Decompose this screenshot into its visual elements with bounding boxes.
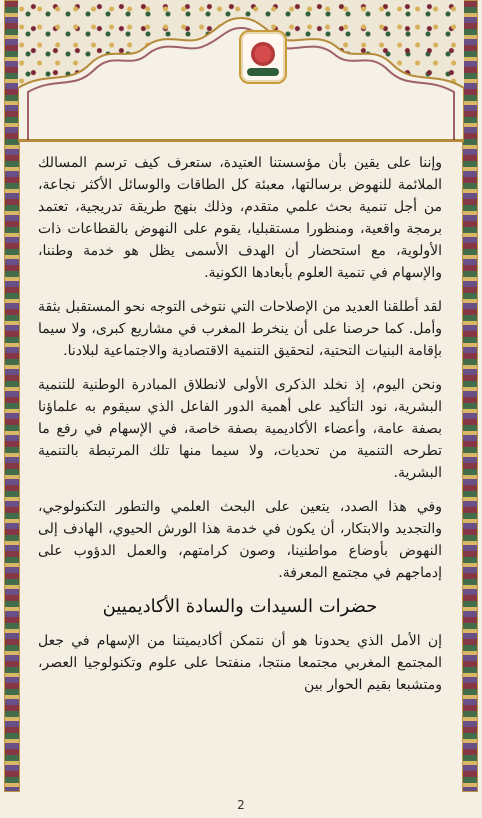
main-text (24, 142, 456, 782)
paragraph-5: إن الأمل الذي يحدونا هو أن نتمكن أكاديميتنا من الإسهام في جعل المجتمع المغربي مجتمعا منتجا، منفتحا على علوم وتكنولوجيا العصر، ومتشبعا بقيم الحوار بين (38, 633, 442, 693)
paragraph-1: وإننا على يقين بأن مؤسستنا العتيدة، ستعرف كيف ترسم المسالك الملائمة للنهوض برسالتها، معبئة كل الطاقات والوسائل الأكثر نجاعة، من أجل تنمية بحث علمي متقدم، وذلك بنهج طريقة تدريجية، تعتمد برمجة واقعية، ومنظورا مستقبليا، يقوم على النهوض بالقطاعات ذات الأولوية، مع استحضار أن الهدف الأسمى يظل هو خدمة وطننا، والإسهام في تنمية العلوم بأبعادها الكونية. (38, 155, 442, 281)
paragraph-2: لقد أطلقنا العديد من الإصلاحات التي نتوخى التوجه نحو المستقبل بثقة وأمل. كما حرصنا على أن ينخرط المغرب في مشاريع كبرى، ولا سيما بإقامة البنيات التحتية، لتحقيق التنمية الاقتصادية والاجتماعية لبلادنا. (38, 299, 442, 359)
section-heading: حضرات السيدات والسادة الأكاديميين (102, 596, 378, 617)
decorative-border-right (462, 0, 478, 792)
royal-emblem-icon (239, 30, 287, 84)
paragraph-3: ونحن اليوم، إذ نخلد الذكرى الأولى لانطلاق المبادرة الوطنية للتنمية البشرية، نود التأكيد على أهمية الدور الفاعل الذي سيقوم به علماؤنا بصفة عامة، وأعضاء الأكاديمية بصفة خاصة، في الإسهام في رفع ما تطرحه التنمية من تحديات، ولا سيما منها تلك المرتبطة بالتنمية البشرية. (38, 377, 442, 481)
decorative-header (18, 0, 464, 142)
paragraph-4: وفي هذا الصدد، يتعين على البحث العلمي والتطور التكنولوجي، والتجديد والابتكار، أن يكون في خدمة هذا الورش الحيوي، الهادف إلى النهوض بأوضاع مواطنينا، وصون كرامتهم، والعمل الدؤوب على إدماجهم في مجتمع المعرفة. (38, 499, 442, 581)
page-number: 2 (237, 798, 245, 812)
